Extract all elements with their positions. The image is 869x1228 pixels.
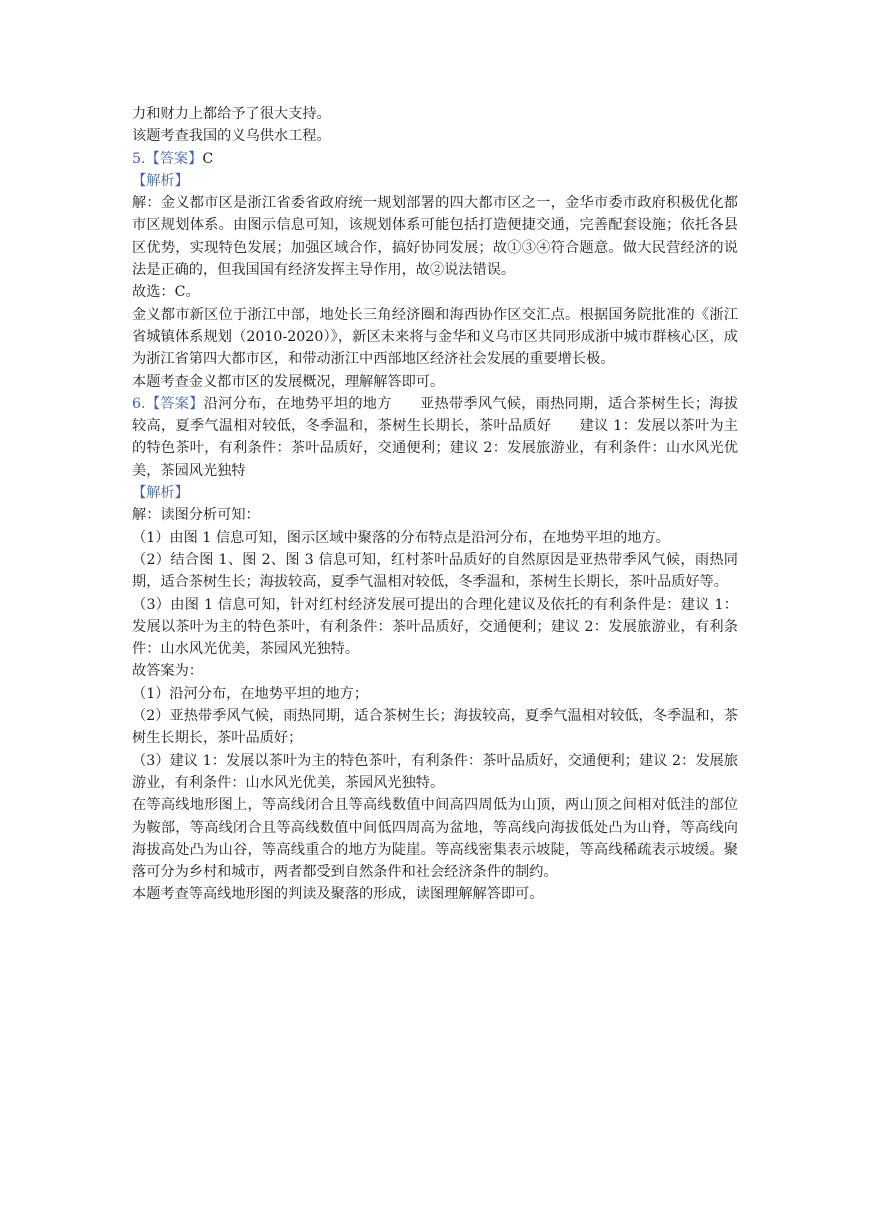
answer-text: C [202,150,214,167]
question-number: 5. [132,150,146,167]
paragraph: 金义都市新区位于浙江中部，地处长三角经济圈和海西协作区交汇点。根据国务院批准的《浙江省城镇体系规划（2010-2020）》，新区未来将与金华和义乌市区共同形成浙中城市群核心区，成为浙江省第四大都市区，和带动浙江中西部地区经济社会发展的重要增长极。 [132,306,738,368]
question-number: 6. [132,395,146,412]
question-6-answer [132,393,738,482]
analysis-tag: 【解析】 [132,485,189,502]
paragraph: 故答案为： [132,663,203,680]
text-line: 该题考查我国的义乌供水工程。 [132,128,331,145]
paragraph: 故选：C。 [132,284,200,301]
paragraph: （3）由图 1 信息可知，针对红村经济发展可提出的合理化建议及依托的有利条件是：建议 1：发展以茶叶为主的特色茶叶，有利条件：茶叶品质好，交通便利；建议 2：发展旅游业，有利条件：山水风光优美，茶园风光独特。 [132,596,738,658]
paragraph: 在等高线地形图上，等高线闭合且等高线数值中间高四周低为山顶，两山顶之间相对低洼的部位为鞍部，等高线闭合且等高线数值中间低四周高为盆地，等高线向海拔低处凸为山脊，等高线向海拔高处凸为山谷，等高线重合的地方为陡崖。等高线密集表示坡陡，等高线稀疏表示坡缓。聚落可分为乡村和城市，两者都受到自然条件和社会经济条件的制约。 [132,797,738,881]
paragraph: 本题考查金义都市区的发展概况，理解解答即可。 [132,373,445,390]
paragraph: （3）建议 1：发展以茶叶为主的特色茶叶，有利条件：茶叶品质好，交通便利；建议 2：发展旅游业，有利条件：山水风光优美，茶园风光独特。 [132,752,738,791]
answer-part-2: 亚热带季风气候，雨热同期，适合茶树生长；海拔较高，夏季气温相对较低，冬季温和，茶树生长期长，茶叶品质好 [132,395,738,435]
paragraph: （1）由图 1 信息可知，图示区域中聚落的分布特点是沿河分布，在地势平坦的地方。 [132,529,670,546]
document-page [132,103,738,906]
text-line: 力和财力上都给予了很大支持。 [132,106,331,122]
answer-part-1: 沿河分布，在地势平坦的地方 [203,395,392,412]
answer-tag: 【答案】 [145,395,204,412]
question-5-answer [132,148,738,170]
answer-part-3: 建议 1：发展以茶叶为主的特色茶叶，有利条件：茶叶品质好，交通便利；建议 2：发展旅游业，有利条件：山水风光优美，茶园风光独特 [132,418,738,479]
paragraph: （1）沿河分布，在地势平坦的地方； [132,685,369,702]
analysis-tag: 【解析】 [132,172,189,189]
answer-tag: 【答案】 [145,150,203,167]
paragraph: 解：读图分析可知： [132,507,260,524]
paragraph: 解：金义都市区是浙江省委省政府统一规划部署的四大都市区之一，金华市委市政府积极优化都市区规划体系。由图示信息可知，该规划体系可能包括打造便捷交通，完善配套设施；依托各县区优势，实现特色发展；加强区域合作，搞好协同发展；故①③④符合题意。做大民营经济的说法是正确的，但我国国有经济发挥主导作用，故②说法错误。 [132,195,738,279]
paragraph: 本题考查等高线地形图的判读及聚落的形成，读图理解解答即可。 [132,886,544,903]
paragraph: （2）结合图 1、图 2、图 3 信息可知，红村茶叶品质好的自然原因是亚热带季风气候，雨热同期，适合茶树生长；海拔较高，夏季气温相对较低，冬季温和，茶树生长期长，茶叶品质好等。 [132,551,738,591]
paragraph: （2）亚热带季风气候，雨热同期，适合茶树生长；海拔较高，夏季气温相对较低，冬季温和，茶树生长期长，茶叶品质好； [132,708,738,747]
